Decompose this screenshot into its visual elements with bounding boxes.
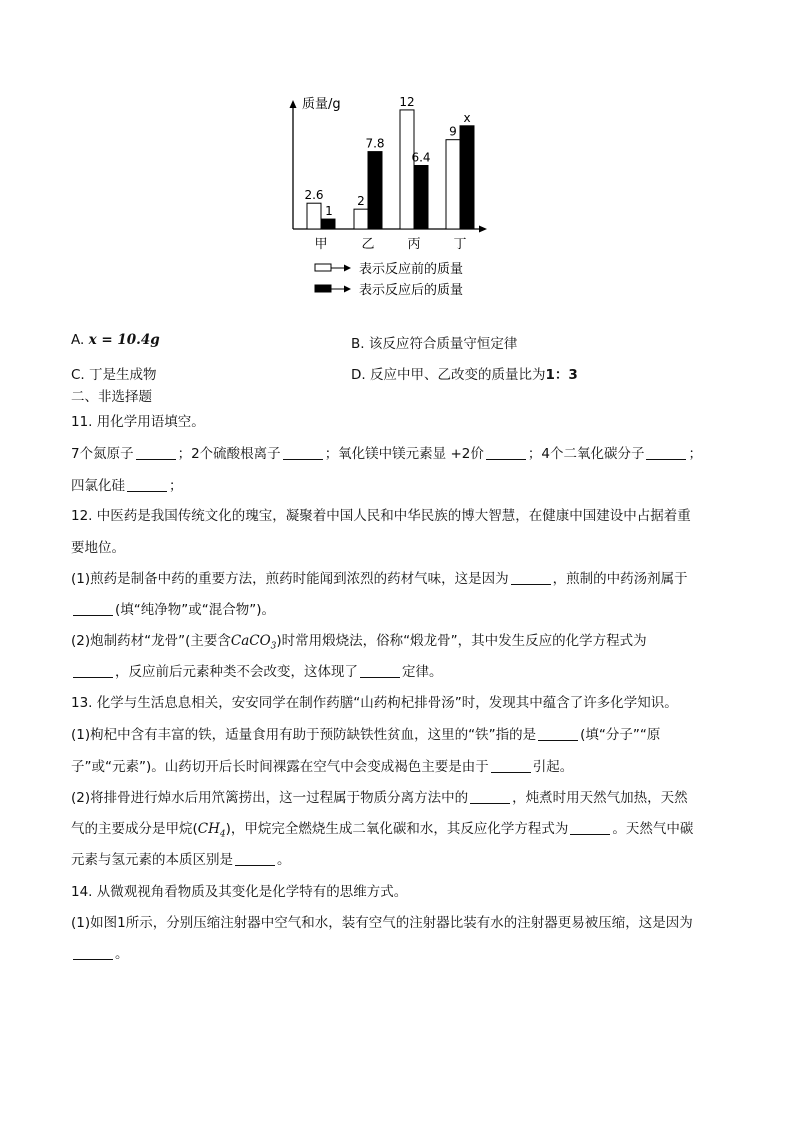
chemical-formula: CH [197,821,220,837]
option-a-expression: x = 10.4g [88,332,160,348]
q12-s2-part-d: 定律。 [402,664,443,680]
legend-arrow-head [344,286,351,293]
chemical-subscript: 3 [270,641,277,652]
bar-chart [0,0,794,310]
q12-s1-part-c: (填“纯净物”或“混合物”)。 [115,602,276,618]
q11-part3: ；氧化镁中镁元素显 +2价 [324,446,484,462]
legend-arrow-head [344,265,351,272]
y-axis-arrow [290,100,297,108]
option-a-label: A. [71,332,85,348]
q12-s2-part-c: ，反应前后元素种类不会改变，这体现了 [115,664,358,680]
y-axis-label: 质量/g [302,97,341,112]
q13-s2-part-e: 。天然气中碳 [612,821,694,837]
answer-blank[interactable] [511,570,551,585]
legend-label: 表示反应前的质量 [359,262,464,277]
data-label: 1 [325,204,333,219]
option-c: C. 丁是生成物 [71,367,157,383]
answer-blank[interactable] [73,601,113,616]
q13-s1-part-a: (1)枸杞中含有丰富的铁，适量食用有助于预防缺铁性贫血，这里的“铁”指的是 [71,727,537,743]
q12-s2-part-a: (2)炮制药材“龙骨”(主要含 [71,633,231,649]
q13-sub2-line1 [71,787,688,809]
q12-line2: 要地位。 [71,540,125,556]
q12-sub1-line2 [71,599,275,621]
data-label: 2.6 [304,188,324,203]
bar [354,209,368,229]
q11-line1 [71,443,702,465]
legend-label: 表示反应后的质量 [359,283,464,298]
bar [368,152,382,229]
x-tick-label: 甲 [314,237,328,252]
q12-sub2-line1 [71,630,647,658]
q13-sub2-line3 [71,849,291,871]
q13-s2-part-g: 。 [277,852,291,868]
answer-blank[interactable] [646,445,686,460]
q13-s2-part-a: (2)将排骨进行焯水后用笊篱捞出，这一过程属于物质分离方法中的 [71,790,469,806]
q12-sub2-line2 [71,661,443,683]
answer-blank[interactable] [360,663,400,678]
x-axis-arrow [479,226,487,233]
answer-blank[interactable] [486,445,526,460]
answer-blank[interactable] [538,726,578,741]
answer-blank[interactable] [283,445,323,460]
option-a [71,332,160,348]
q12-s2-part-b: )时常用煅烧法，俗称“煅龙骨”，其中发生反应的化学方程式为 [276,633,647,649]
q12-line1: 12. 中医药是我国传统文化的瑰宝，凝聚着中国人民和中华民族的博大智慧，在健康中国建设中占据着重 [71,508,691,524]
answer-blank[interactable] [136,445,176,460]
section-heading: 二、非选择题 [71,389,152,405]
q14-sub1-line1: (1)如图1所示，分别压缩注射器中空气和水，装有空气的注射器比装有水的注射器更易被压缩，这是因为 [71,915,693,931]
legend-swatch [315,285,331,292]
q13-sub1-line2 [71,756,573,778]
q13-s2-part-b: ，炖煮时用天然气加热，天然 [512,790,688,806]
x-tick-label: 丁 [453,237,467,252]
q13-s1-part-c: 子”或“元素”)。山药切开后长时间裸露在空气中会变成褐色主要是由于 [71,759,489,775]
data-label: 7.8 [365,136,385,151]
q11-line2 [71,475,183,497]
q14-sub1-line2 [71,943,129,965]
q13-s1-part-b: (填“分子”“原 [580,727,661,743]
q13-line1: 13. 化学与生活息息相关，安安同学在制作药膳“山药枸杞排骨汤”时，发现其中蕴含了许多化学知识。 [71,695,678,711]
q13-s2-part-f: 元素与氢元素的本质区别是 [71,852,233,868]
option-d-ratio: 1：3 [545,367,578,383]
q12-sub1-line1 [71,568,688,590]
answer-blank[interactable] [570,820,610,835]
q11-title: 11. 用化学用语填空。 [71,414,205,430]
chemical-subscript: 4 [219,829,226,840]
q13-s2-part-c: 气的主要成分是甲烷( [71,821,198,837]
q13-s1-part-d: 引起。 [532,759,574,775]
answer-blank[interactable] [73,945,113,960]
data-label: 2 [357,194,365,209]
answer-blank[interactable] [127,477,167,492]
answer-blank[interactable] [470,789,510,804]
chemical-formula: CaCO [230,633,271,649]
option-d [351,363,578,383]
x-tick-label: 乙 [361,237,375,252]
q11-part7: ； [169,478,183,494]
data-label: 9 [449,124,457,139]
q12-s1-part-a: (1)煎药是制备中药的重要方法，煎药时能闻到浓烈的药材气味，这是因为 [71,571,509,587]
bar [414,165,428,229]
bar [460,126,474,229]
option-d-text: D. 反应中甲、乙改变的质量比为 [351,367,546,383]
bar [446,140,460,229]
q12-s1-part-b: ，煎制的中药汤剂属于 [552,571,688,587]
q11-part6: 四氯化硅 [71,478,125,494]
option-b: B. 该反应符合质量守恒定律 [351,336,518,352]
q13-sub1-line1 [71,724,660,746]
bar [307,203,321,229]
x-tick-label: 丙 [407,237,421,252]
q11-part1: 7个氮原子 [71,446,134,462]
bar [321,219,335,229]
answer-blank[interactable] [235,851,275,866]
q11-part5: ； [688,446,702,462]
data-label: 6.4 [411,150,431,165]
q11-part4: ；4个二氧化碳分子 [527,446,645,462]
answer-blank[interactable] [73,663,113,678]
data-label: 12 [399,94,415,109]
q14-line1: 14. 从微观视角看物质及其变化是化学特有的思维方式。 [71,884,408,900]
q13-s2-part-d: )，甲烷完全燃烧生成二氧化碳和水，其反应化学方程式为 [225,821,569,837]
q14-s1-part-b: 。 [115,946,129,962]
data-label: x [463,110,471,125]
q11-part2: ；2个硫酸根离子 [177,446,281,462]
q13-sub2-line2 [71,818,693,846]
answer-blank[interactable] [491,758,531,773]
bar [400,110,414,229]
legend-swatch [315,264,331,271]
